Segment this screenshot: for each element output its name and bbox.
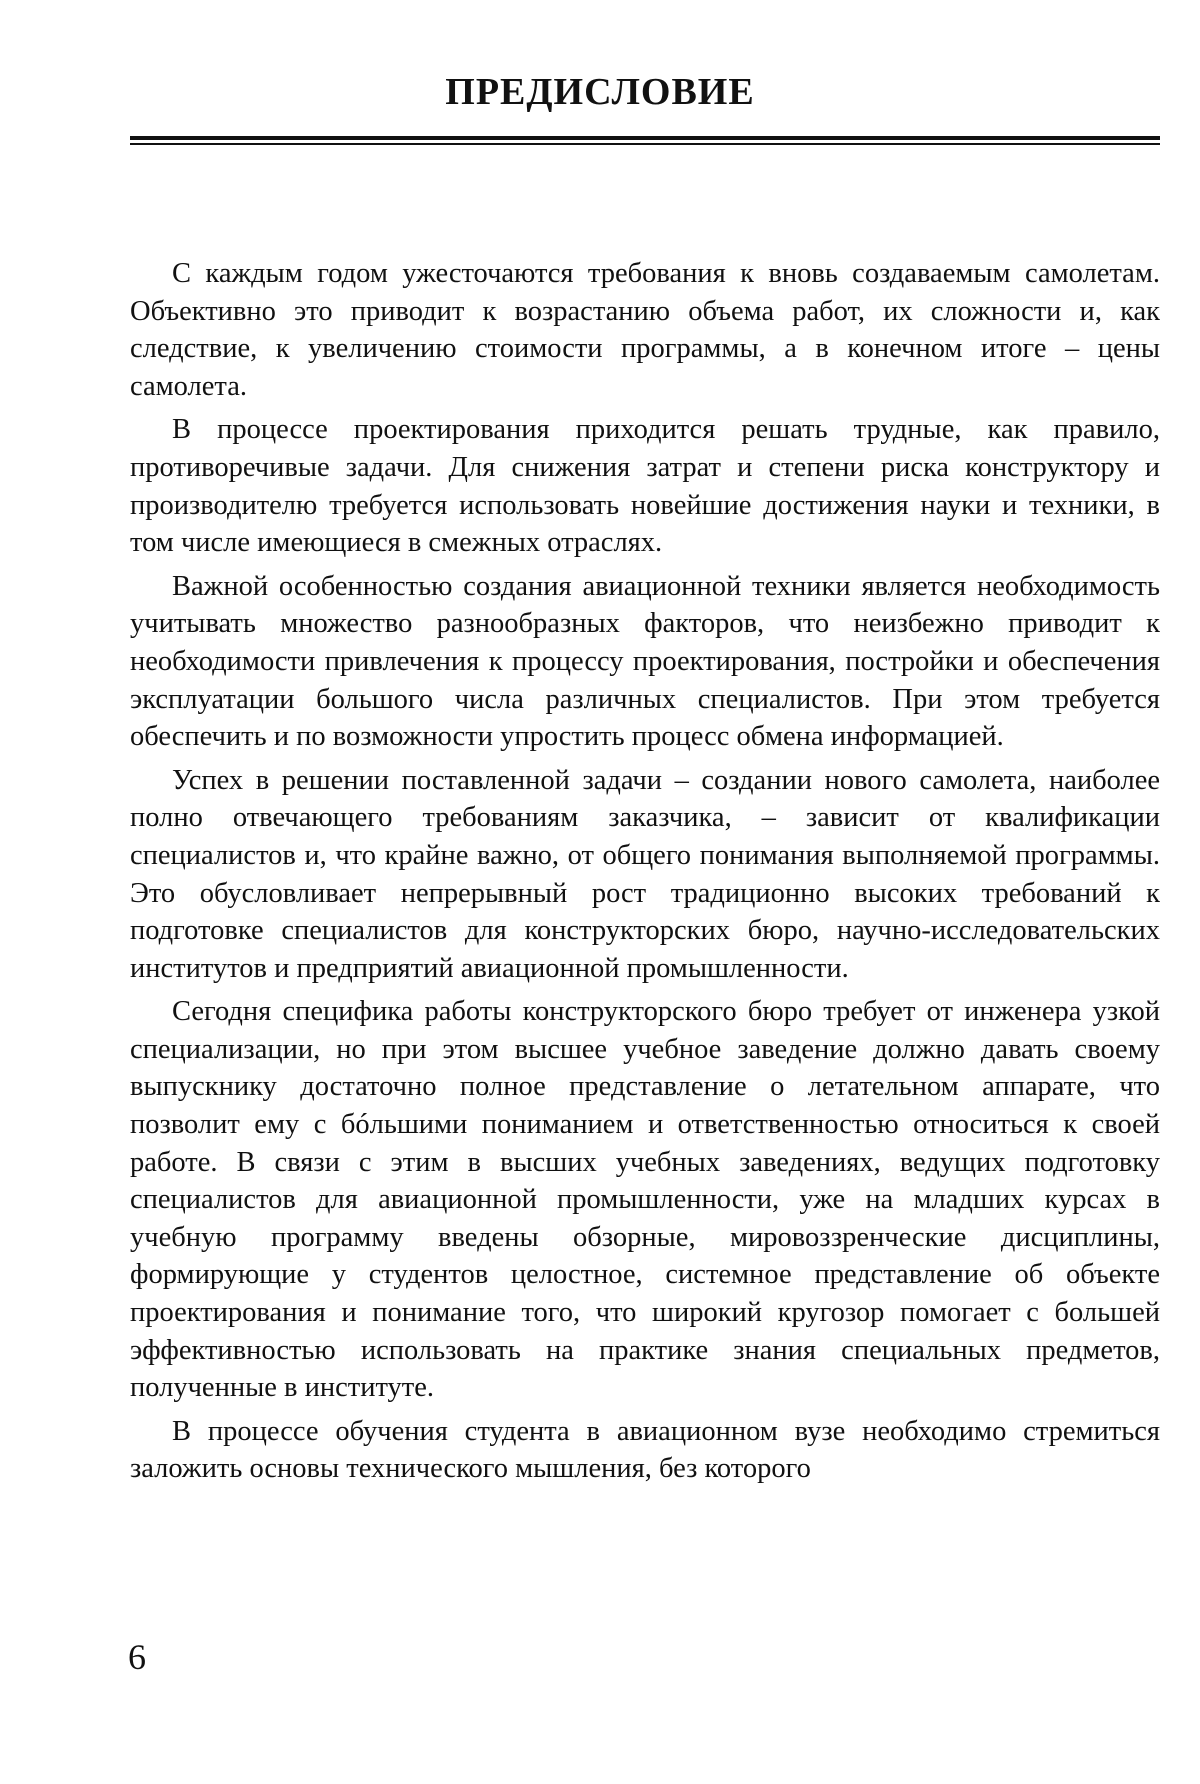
paragraph-6: В процессе обучения студента в авиационном вузе необходимо стремиться заложить основы технического мышления, без которого <box>130 1415 1160 1485</box>
page-title: ПРЕДИСЛОВИЕ <box>445 71 755 113</box>
paragraph-4: Успех в решении поставленной задачи – создании нового самолета, наиболее полно отвечающего требованиям заказчика, – зависит от квалификации специалистов и, что крайне важно, от общего понимания выполняемой программы. Это обусловливает непрерывный рост традиционно высоких требований к подготовке специалистов для конструкторских бюро, научно-исследовательских институтов и предприятий авиационной промышленности. <box>130 764 1160 984</box>
page-number: 6 <box>128 1637 146 1677</box>
title-divider-thick <box>130 136 1160 140</box>
paragraph-5: Сегодня специфика работы конструкторского бюро требует от инженера узкой специализации, но при этом высшее учебное заведение должно давать своему выпускнику достаточно полное представление о летательном аппарате, что позволит ему с бóльшими пониманием и ответственностью относиться к своей работе. В связи с этим в высших учебных заведениях, ведущих подготовку специалистов для авиационной промышленности, уже на младших курсах в учебную программу введены обзорные, мировоззренческие дисциплины, формирующие у студентов целостное, системное представление об объекте проектирования и понимание того, что широкий кругозор помогает с большей эффективностью использовать на практике знания специальных предметов, полученные в институте. <box>130 996 1160 1404</box>
paragraph-3: Важной особенностью создания авиационной техники является необходимость учитывать множество разнообразных факторов, что неизбежно приводит к необходимости привлечения к процессу проектирования, постройки и обеспечения эксплуатации большого числа различных специалистов. При этом требуется обеспечить и по возможности упростить процесс обмена информацией. <box>130 570 1160 753</box>
paragraph-1: С каждым годом ужесточаются требования к вновь создаваемым самолетам. Объективно это приводит к возрастанию объема работ, их сложности и, как следствие, к увеличению стоимости программы, а в конечном итоге – цены самолета. <box>130 258 1160 402</box>
title-divider-thin <box>130 143 1160 145</box>
paragraph-2: В процессе проектирования приходится решать трудные, как правило, противоречивые задачи. Для снижения затрат и степени риска конструктору и производителю требуется использовать новейшие достижения науки и техники, в том числе имеющиеся в смежных отраслях. <box>130 414 1160 559</box>
body-text <box>130 255 1160 1494</box>
